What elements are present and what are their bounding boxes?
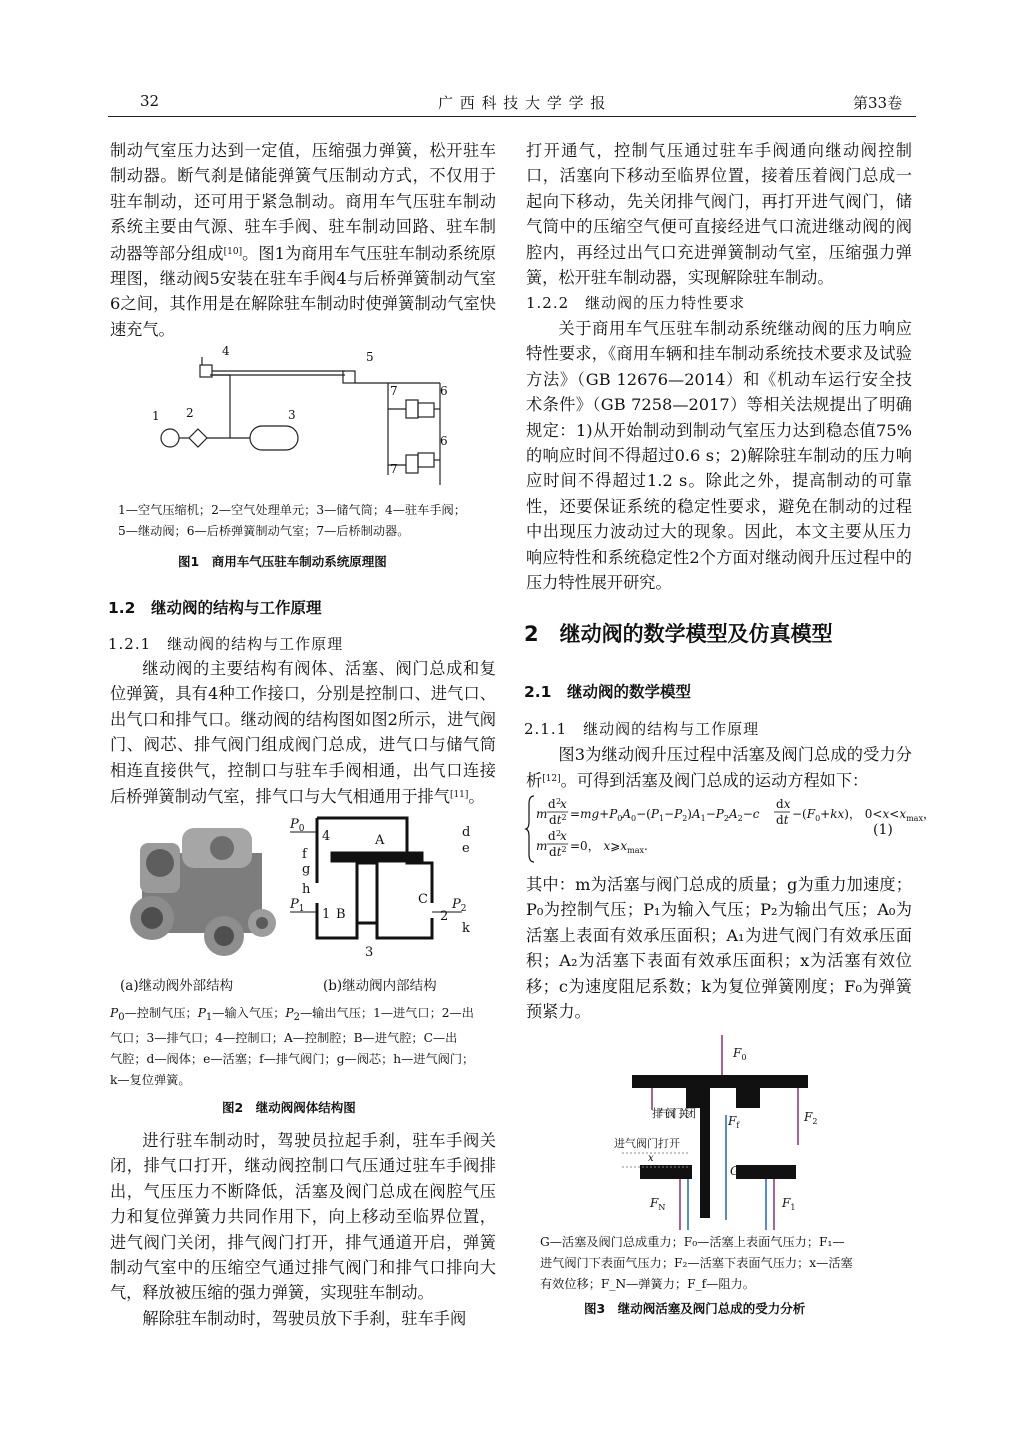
fig1-title: 图1 商用车气压驻车制动系统原理图 — [178, 554, 387, 569]
svg-text:m: m — [536, 839, 548, 853]
svg-text:m: m — [536, 807, 548, 821]
fig2-subcaption-b: (b)继动阀内部结构 — [323, 978, 437, 994]
subsection-1-2-2-heading: 1.2.2 继动阀的压力特性要求 — [526, 294, 746, 312]
fig2-label: A — [375, 833, 385, 848]
right-paragraph-3: 图3为继动阀升压过程中活塞及阀门总成的受力分析[12]。可得到活塞及阀门总成的运动方程如下： — [526, 745, 912, 791]
relay-valve-external-image — [130, 828, 276, 956]
fig1-label: 7 — [390, 384, 398, 398]
fig1-caption-line1: 1—空气压缩机；2—空气处理单元；3—储气筒；4—驻车手阀； — [118, 503, 466, 517]
fig3-label-intake: 进气阀门打开 — [614, 1137, 680, 1150]
left-paragraph-3: 进行驻车制动时，驾驶员拉起手刹，驻车手阀关闭，排气口打开，继动阀控制口气压通过驻车手阀排出，气压压力不断降低，活塞及阀门总成在阀腔气压力和复位弹簧力共同作用下，向上移动至临界位置，进气阀门关闭，排气阀门打开，排气通道开启，弹簧制动气室中的压缩空气通过排气阀门和排气口排向大气，释放被压缩的强力弹簧，实现驻车制动。 解除驻车制动时，驾驶员放下手刹，驻车手阀 — [110, 1131, 496, 1328]
figure-2-diagram — [112, 808, 502, 973]
fig1-label: 5 — [366, 350, 374, 364]
section-2-heading: 2 继动阀的数学模型及仿真模型 — [524, 622, 833, 646]
left-paragraph-2: 继动阀的主要结构有阀体、活塞、阀门总成和复位弹簧，具有4种工作接口，分别是控制口、进气口、出气口和排气口。继动阀的结构图如图2所示，进气阀门、阀芯、排气阀门组成阀门总成，进气口与储气筒相连直接供气，控制口与驻车手阀相通，出气口连接后桥弹簧制动气室，排气口与大气相通用于排气[11]。 — [110, 659, 496, 807]
svg-text:2: 2 — [556, 829, 562, 838]
svg-text:=0， x⩾xmax.: =0， $x⩾x_{max}$. — [570, 839, 648, 855]
equation-1 — [526, 792, 935, 866]
svg-text:2: 2 — [556, 797, 562, 806]
fig2-label-P0: $P_0$ — [290, 817, 305, 834]
fig3-label-F0: $F_0$ — [733, 1046, 747, 1062]
fig3-label-F1: $F_1$ — [782, 1196, 796, 1212]
svg-text:x: x — [560, 829, 567, 843]
svg-text:d: d — [548, 829, 556, 843]
fig3-label-FN: $F_N$ — [650, 1196, 666, 1212]
right-paragraph-2: 关于商用车气压驻车制动系统继动阀的压力响应特性要求，《商用车辆和挂车制动系统技术要求及试验方法》（GB 12676—2014）和《机动车运行安全技术条件》（GB 7258—2017）等相关法规提出了明确规定：1)从开始制动到制动气室压力达到稳态值75%的响应时间不得超过0.6 s；2)解除驻车制动的压力响应时间不得超过1.2 s。除此之外，提高制动的可靠性，还要保证系统的稳定性要求，避免在制动的过程中出现压力波动过大的现象。因此，本文主要从压力响应特性和系统稳定性2个方面对继动阀升压过程中的压力特性展开研究。 — [526, 319, 912, 593]
fig2-title: 图2 继动阀阀体结构图 — [222, 1100, 356, 1115]
svg-text:d: d — [548, 797, 556, 811]
svg-text:−(F0+kx)， 0<x<xmax，: $-(F_0+kx)$， $0<x<x_{max}$， — [792, 807, 935, 823]
fig2-label: C — [418, 892, 428, 907]
journal-title: 广 西 科 技 大 学 学 报 — [438, 94, 607, 112]
fig2-label: 4 — [322, 829, 331, 844]
fig3-title: 图3 继动阀活塞及阀门总成的受力分析 — [584, 1301, 806, 1316]
fig2-label: d — [462, 825, 471, 840]
fig1-label: 3 — [288, 408, 296, 422]
svg-text:dx: dx — [776, 797, 791, 811]
volume-label: 第33卷 — [853, 94, 903, 112]
page-number: 32 — [140, 92, 160, 110]
fig2-label-P2: $P_2$ — [452, 897, 467, 914]
fig1-label: 7 — [390, 462, 398, 476]
svg-text:=mg+P0A0−(P1−P2)A1−P2A2−c: $=mg+P_0A_0-(P_1-P_2)A_1-P_2A_2-c$ — [570, 807, 760, 823]
fig2-label: k — [462, 921, 470, 936]
figure-1-diagram — [140, 345, 470, 495]
equation-number: (1) — [873, 822, 893, 838]
fig3-label-G: G — [730, 1164, 740, 1178]
svg-text:dt: dt — [776, 813, 789, 827]
section-1-2-heading: 1.2 继动阀的结构与工作原理 — [108, 599, 322, 617]
fig2-label: f — [302, 847, 307, 862]
fig3-label-x: x — [648, 1153, 654, 1164]
fig1-label: 6 — [440, 434, 448, 448]
figure-3-diagram — [600, 1035, 840, 1230]
fig2-label: h — [302, 882, 311, 897]
fig2-label: 3 — [365, 945, 374, 960]
fig3-caption: G—活塞及阀门总成重力；F₀—活塞上表面气压力；F₁— 进气阀门下表面气压力；F₂—活塞下表面气压力；x—活塞 有效位移；F_N—弹簧力；F_f—阻力。 — [540, 1235, 853, 1291]
fig2-label: e — [462, 841, 470, 856]
left-paragraph-1: 制动气室压力达到一定值，压缩强力弹簧，松开驻车制动器。断气刹是储能弹簧气压制动方式，不仅用于驻车制动，还可用于紧急制动。商用车气压驻车制动系统主要由气源、驻车手阀、驻车制动回路、驻车制动器等部分组成[10]。图1为商用车气压驻车制动系统原理图，继动阀5安装在驻车手阀4与后桥弹簧制动气室6之间，其作用是在解除驻车制动时使弹簧制动气室快速充气。 — [110, 141, 496, 339]
fig2-label-P1: $P_1$ — [290, 897, 305, 914]
svg-text:dt2: $dt^2$ — [549, 845, 567, 859]
subsection-1-2-1-heading: 1.2.1 继动阀的结构与工作原理 — [108, 635, 344, 653]
fig1-caption-line2: 5—继动阀；6—后桥弹簧制动气室；7—后桥制动器。 — [118, 524, 410, 538]
header-rule — [108, 116, 916, 117]
fig2-label: g — [302, 862, 311, 877]
fig2-subcaption-a: (a)继动阀外部结构 — [120, 978, 234, 994]
fig1-label: 6 — [440, 384, 448, 398]
fig3-label-Ff: $F_f$ — [728, 1114, 740, 1130]
fig3-label-exhaust: 排气阀门关闭 — [652, 1107, 696, 1120]
fig2-label: B — [336, 907, 346, 922]
fig2-label: 1 — [322, 907, 331, 922]
right-paragraph-4: 其中：m为活塞与阀门总成的质量；g为重力加速度；P₀为控制气压；P₁为输入气压；P₂为输出气压；A₀为活塞上表面有效承压面积；A₁为进气阀门有效承压面积；A₂为活塞下表面有效承压面积；x为活塞有效位移；c为速度阻尼系数；k为复位弹簧刚度；F₀为弹簧预紧力。 — [526, 875, 912, 1022]
svg-text:x: x — [560, 797, 567, 811]
subsection-2-1-1-heading: 2.1.1 继动阀的结构与工作原理 — [524, 720, 760, 738]
section-2-1-heading: 2.1 继动阀的数学模型 — [524, 683, 691, 701]
fig3-label-F2: $F_2$ — [804, 1110, 818, 1126]
fig1-label: 1 — [152, 409, 160, 423]
fig1-label: 2 — [186, 406, 194, 420]
fig2-label: 2 — [440, 909, 449, 924]
fig2-caption: $P_0—$控制气压；$P_1—$输入气压；$P_2—$输出气压；1—进气口；2—出 气口；3—排气口；4—控制口；A—控制腔；B—进气腔；C—出 气腔；d—阀体；e—活塞；f—排气阀门；g—阀芯；h—进气阀门； k—复位弹簧。 — [110, 1006, 475, 1087]
fig1-label: 4 — [222, 344, 230, 358]
right-paragraph-1: 打开通气，控制气压通过驻车手阀通向继动阀控制口，活塞向下移动至临界位置，接着压着阀门总成一起向下移动，先关闭排气阀门，再打开进气阀门，储气筒中的压缩空气便可直接经进气口流进继动阀的阀腔内，再经过出气口充进弹簧制动气室，压缩强力弹簧，松开驻车制动器，实现解除驻车制动。 — [526, 141, 912, 288]
svg-text:dt2: $dt^2$ — [549, 813, 567, 827]
